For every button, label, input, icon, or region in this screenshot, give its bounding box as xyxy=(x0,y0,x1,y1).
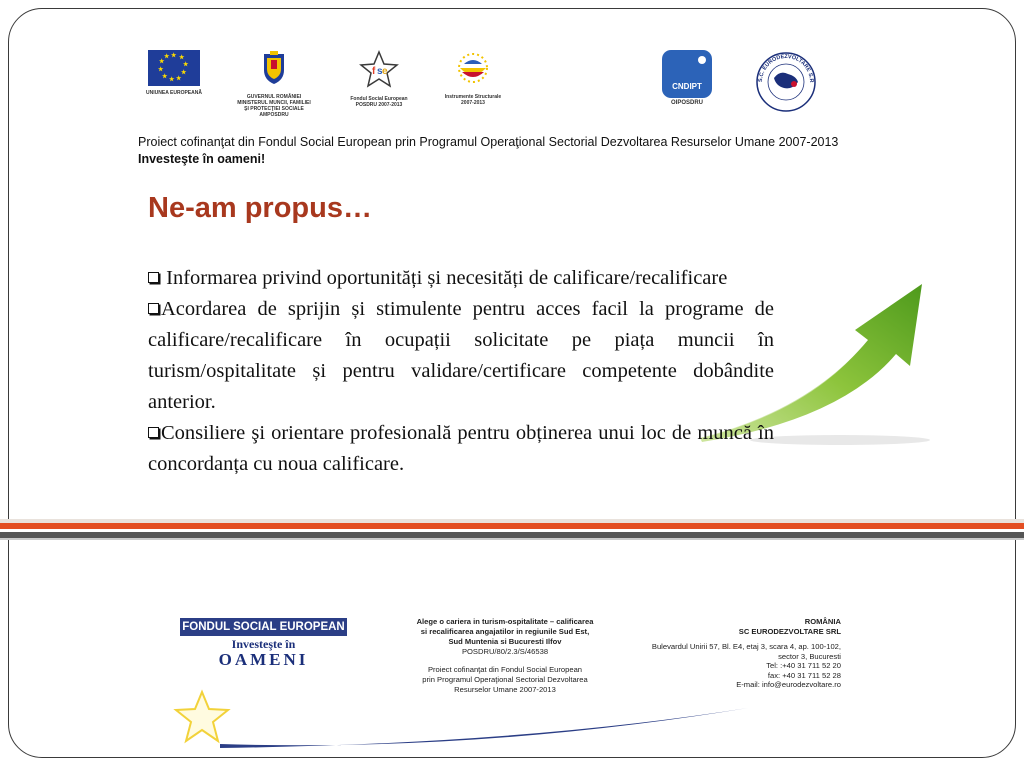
gov-caption-3: ŞI PROTECŢIEI SOCIALE xyxy=(244,106,304,112)
fax: fax: +40 31 711 52 28 xyxy=(767,670,841,680)
bullet-text: Acordarea de sprijin și stimulente pentru acces facil la programe de calificare/recalificare în ocupații solicitate pe piața muncii în turism/ospitalitate și pentru validare/certificare competente dobândite anterior. xyxy=(148,298,774,413)
is-caption-1: Instrumente Structurale xyxy=(444,94,502,100)
fse-bar: FONDUL SOCIAL EUROPEAN xyxy=(180,618,347,636)
eu-caption: UNIUNEA EUROPEANĂ xyxy=(146,90,202,96)
slogan: Investeşte în oameni! xyxy=(138,152,266,166)
address-line-1: Bulevardul Unirii 57, Bl. E4, etaj 3, scara 4, ap. 100-102, xyxy=(651,642,841,651)
cndipt-caption: OIPOSDRU xyxy=(670,100,703,106)
bullet-text: Informarea privind oportunități și necesități de calificare/recalificare xyxy=(166,267,728,289)
checkbox-bullet-icon xyxy=(148,427,159,438)
footer-swoosh xyxy=(220,700,750,750)
eu-logo xyxy=(146,50,202,96)
svg-text:s: s xyxy=(377,66,383,77)
svg-text:e: e xyxy=(382,66,388,77)
cndipt-mark-text: CNDIPT xyxy=(672,82,702,91)
list-item xyxy=(148,294,774,418)
project-code: POSDRU/80/2.3/S/46538 xyxy=(461,647,549,656)
fse-star-icon xyxy=(359,50,399,88)
fse-caption-2: POSDRU 2007-2013 xyxy=(355,102,403,108)
checkbox-bullet-icon xyxy=(148,272,159,283)
list-item xyxy=(148,263,774,294)
fse-oameni: OAMENI xyxy=(218,650,309,669)
project-title-1: Alege o cariera in turism-ospitalitate – calificarea xyxy=(416,617,594,626)
cndipt-logo xyxy=(656,50,718,106)
fse-caption-1: Fondul Social European xyxy=(350,96,408,102)
footer-contact xyxy=(600,617,841,690)
cofin-2: prin Programul Operaţional Sectorial Dezvoltarea xyxy=(422,675,588,684)
is-caption-2: 2007-2013 xyxy=(461,100,485,106)
fse-footer-logo xyxy=(180,618,347,674)
eu-flag-icon: ★ ★ ★ ★ ★ ★ ★ ★ ★ ★ xyxy=(148,50,200,86)
company-name: SC EURODEZVOLTARE SRL xyxy=(738,626,841,636)
gov-caption-4: AMPOSDRU xyxy=(259,112,289,118)
country: ROMÂNIA xyxy=(804,617,841,626)
cndipt-mark-icon xyxy=(662,50,712,98)
fse-logo xyxy=(346,50,412,108)
gov-logo xyxy=(232,50,316,118)
fse-sub: Investeşte în xyxy=(231,637,296,651)
cofin-1: Proiect cofinanţat din Fondul Social European xyxy=(427,665,583,674)
svg-text:f: f xyxy=(372,66,376,77)
seal-text: S.C. EURODEZVOLTARE S.R xyxy=(757,53,815,83)
slide-title: Ne-am propus… xyxy=(148,192,372,224)
objectives-list xyxy=(148,263,774,480)
bullet-text: Consiliere şi orientare profesională pentru obținerea unui loc de muncă în concordanța cu noua calificare. xyxy=(148,422,774,475)
project-title-3: Sud Muntenia si Bucuresti Ilfov xyxy=(448,637,562,646)
is-logo xyxy=(440,50,506,106)
structural-funds-icon xyxy=(452,50,494,86)
checkbox-bullet-icon xyxy=(148,303,159,314)
gov-caption-1: GUVERNUL ROMÂNIEI xyxy=(246,94,302,100)
project-cofinancing-line: Proiect cofinanţat din Fondul Social European prin Programul Operaţional Sectorial Dezvoltarea Resurselor Umane 2007-2013 xyxy=(138,135,839,149)
crest-icon xyxy=(261,50,287,86)
email: E-mail: info@eurodezvoltare.ro xyxy=(736,680,841,689)
list-item xyxy=(148,418,774,480)
divider-band xyxy=(0,538,1024,540)
footer-project-info xyxy=(385,617,625,695)
eurodezvoltare-seal-icon xyxy=(754,50,818,114)
address-line-2: sector 3, Bucuresti xyxy=(778,651,841,661)
phone: Tel: :+40 31 711 52 20 xyxy=(766,661,841,670)
cofin-3: Resurselor Umane 2007-2013 xyxy=(454,685,556,694)
gov-caption-2: MINISTERUL MUNCII, FAMILIEI xyxy=(237,100,311,106)
project-title-2: si recalificarea angajatilor in regiunile Sud Est, xyxy=(420,627,590,636)
